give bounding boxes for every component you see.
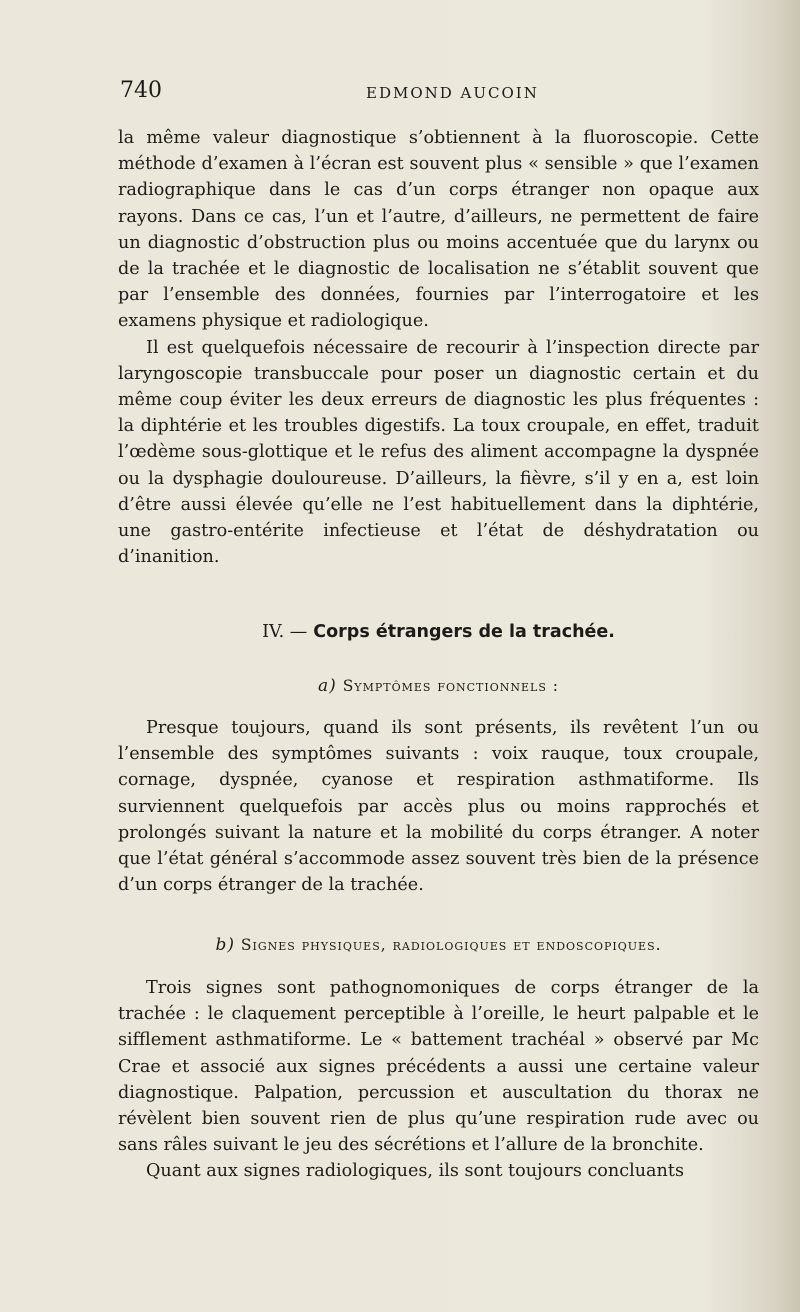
paragraph-2: Il est quelquefois nécessaire de recourir à l’inspection directe par laryngoscopie transbuccale pour poser un diagnostic certain et du même coup éviter les deux erreurs de diagnostic les plus fréquentes : la diphtérie et les troubles digestifs. La toux croupale, en effet, traduit l’œdème sous-glottique et le refus des aliment accompagne la dyspnée ou la dysphagie douloureuse. D’ailleurs, la fièvre, s’il y en a, est loin d’être aussi élevée qu’elle ne l’est habituellement dans la diphtérie, une gastro-entérite infectieuse et l’état de déshydratation ou d’inanition. xyxy=(118,337,759,568)
section-title: Corps étrangers de la trachée. xyxy=(313,622,615,642)
paragraph-block-1 xyxy=(118,125,759,570)
subheading-b xyxy=(118,935,759,955)
page-number: 740 xyxy=(120,78,162,103)
paragraph-5: Quant aux signes radiologiques, ils sont toujours concluants xyxy=(146,1161,684,1182)
paragraph-block-2 xyxy=(118,715,759,898)
paragraph-block-3 xyxy=(118,975,759,1185)
subheading-a xyxy=(118,676,759,696)
subheading-a-title: Symptômes fonctionnels : xyxy=(342,677,560,695)
section-heading xyxy=(118,622,759,642)
section-number: IV. — xyxy=(262,622,308,642)
paragraph-1: la même valeur diagnostique s’obtiennent à la fluoroscopie. Cette méthode d’examen à l’écran est souvent plus « sensible » que l’examen radiographique dans le cas d’un corps étranger non opaque aux rayons. Dans ce cas, l’un et l’autre, d’ailleurs, ne permettent de faire un diagnostic d’obstruction plus ou moins accentuée que du larynx ou de la trachée et le diagnostic de localisation ne s’établit souvent que par l’ensemble des données, fournies par l’interrogatoire et les examens physique et radiologique. xyxy=(118,128,759,332)
subheading-b-title: Signes physiques, radiologiques et endoscopiques. xyxy=(240,936,662,954)
subheading-a-letter: a) xyxy=(317,676,337,696)
paragraph-3: Presque toujours, quand ils sont présents, ils revêtent l’un ou l’ensemble des symptômes suivants : voix rauque, toux croupale, cornage, dyspnée, cyanose et respiration asthmatiforme. Ils surviennent quelquefois par accès plus ou moins rapprochés et prolongés suivant la nature et la mobilité du corps étranger. A noter que l’état général s’accommode assez souvent très bien de la présence d’un corps étranger de la trachée. xyxy=(118,718,759,896)
page-header xyxy=(120,78,760,114)
running-head: EDMOND AUCOIN xyxy=(366,84,539,102)
subheading-b-letter: b) xyxy=(215,935,235,955)
paragraph-4: Trois signes sont pathognomoniques de corps étranger de la trachée : le claquement perceptible à l’oreille, le heurt palpable et le sifflement asthmatiforme. Le « battement trachéal » observé par Mc Crae et associé aux signes précédents a aussi une certaine valeur diagnostique. Palpation, percussion et auscultation du thorax ne révèlent bien souvent rien de plus qu’une respiration rude avec ou sans râles suivant le jeu des sécrétions et l’allure de la bronchite. xyxy=(118,978,759,1156)
